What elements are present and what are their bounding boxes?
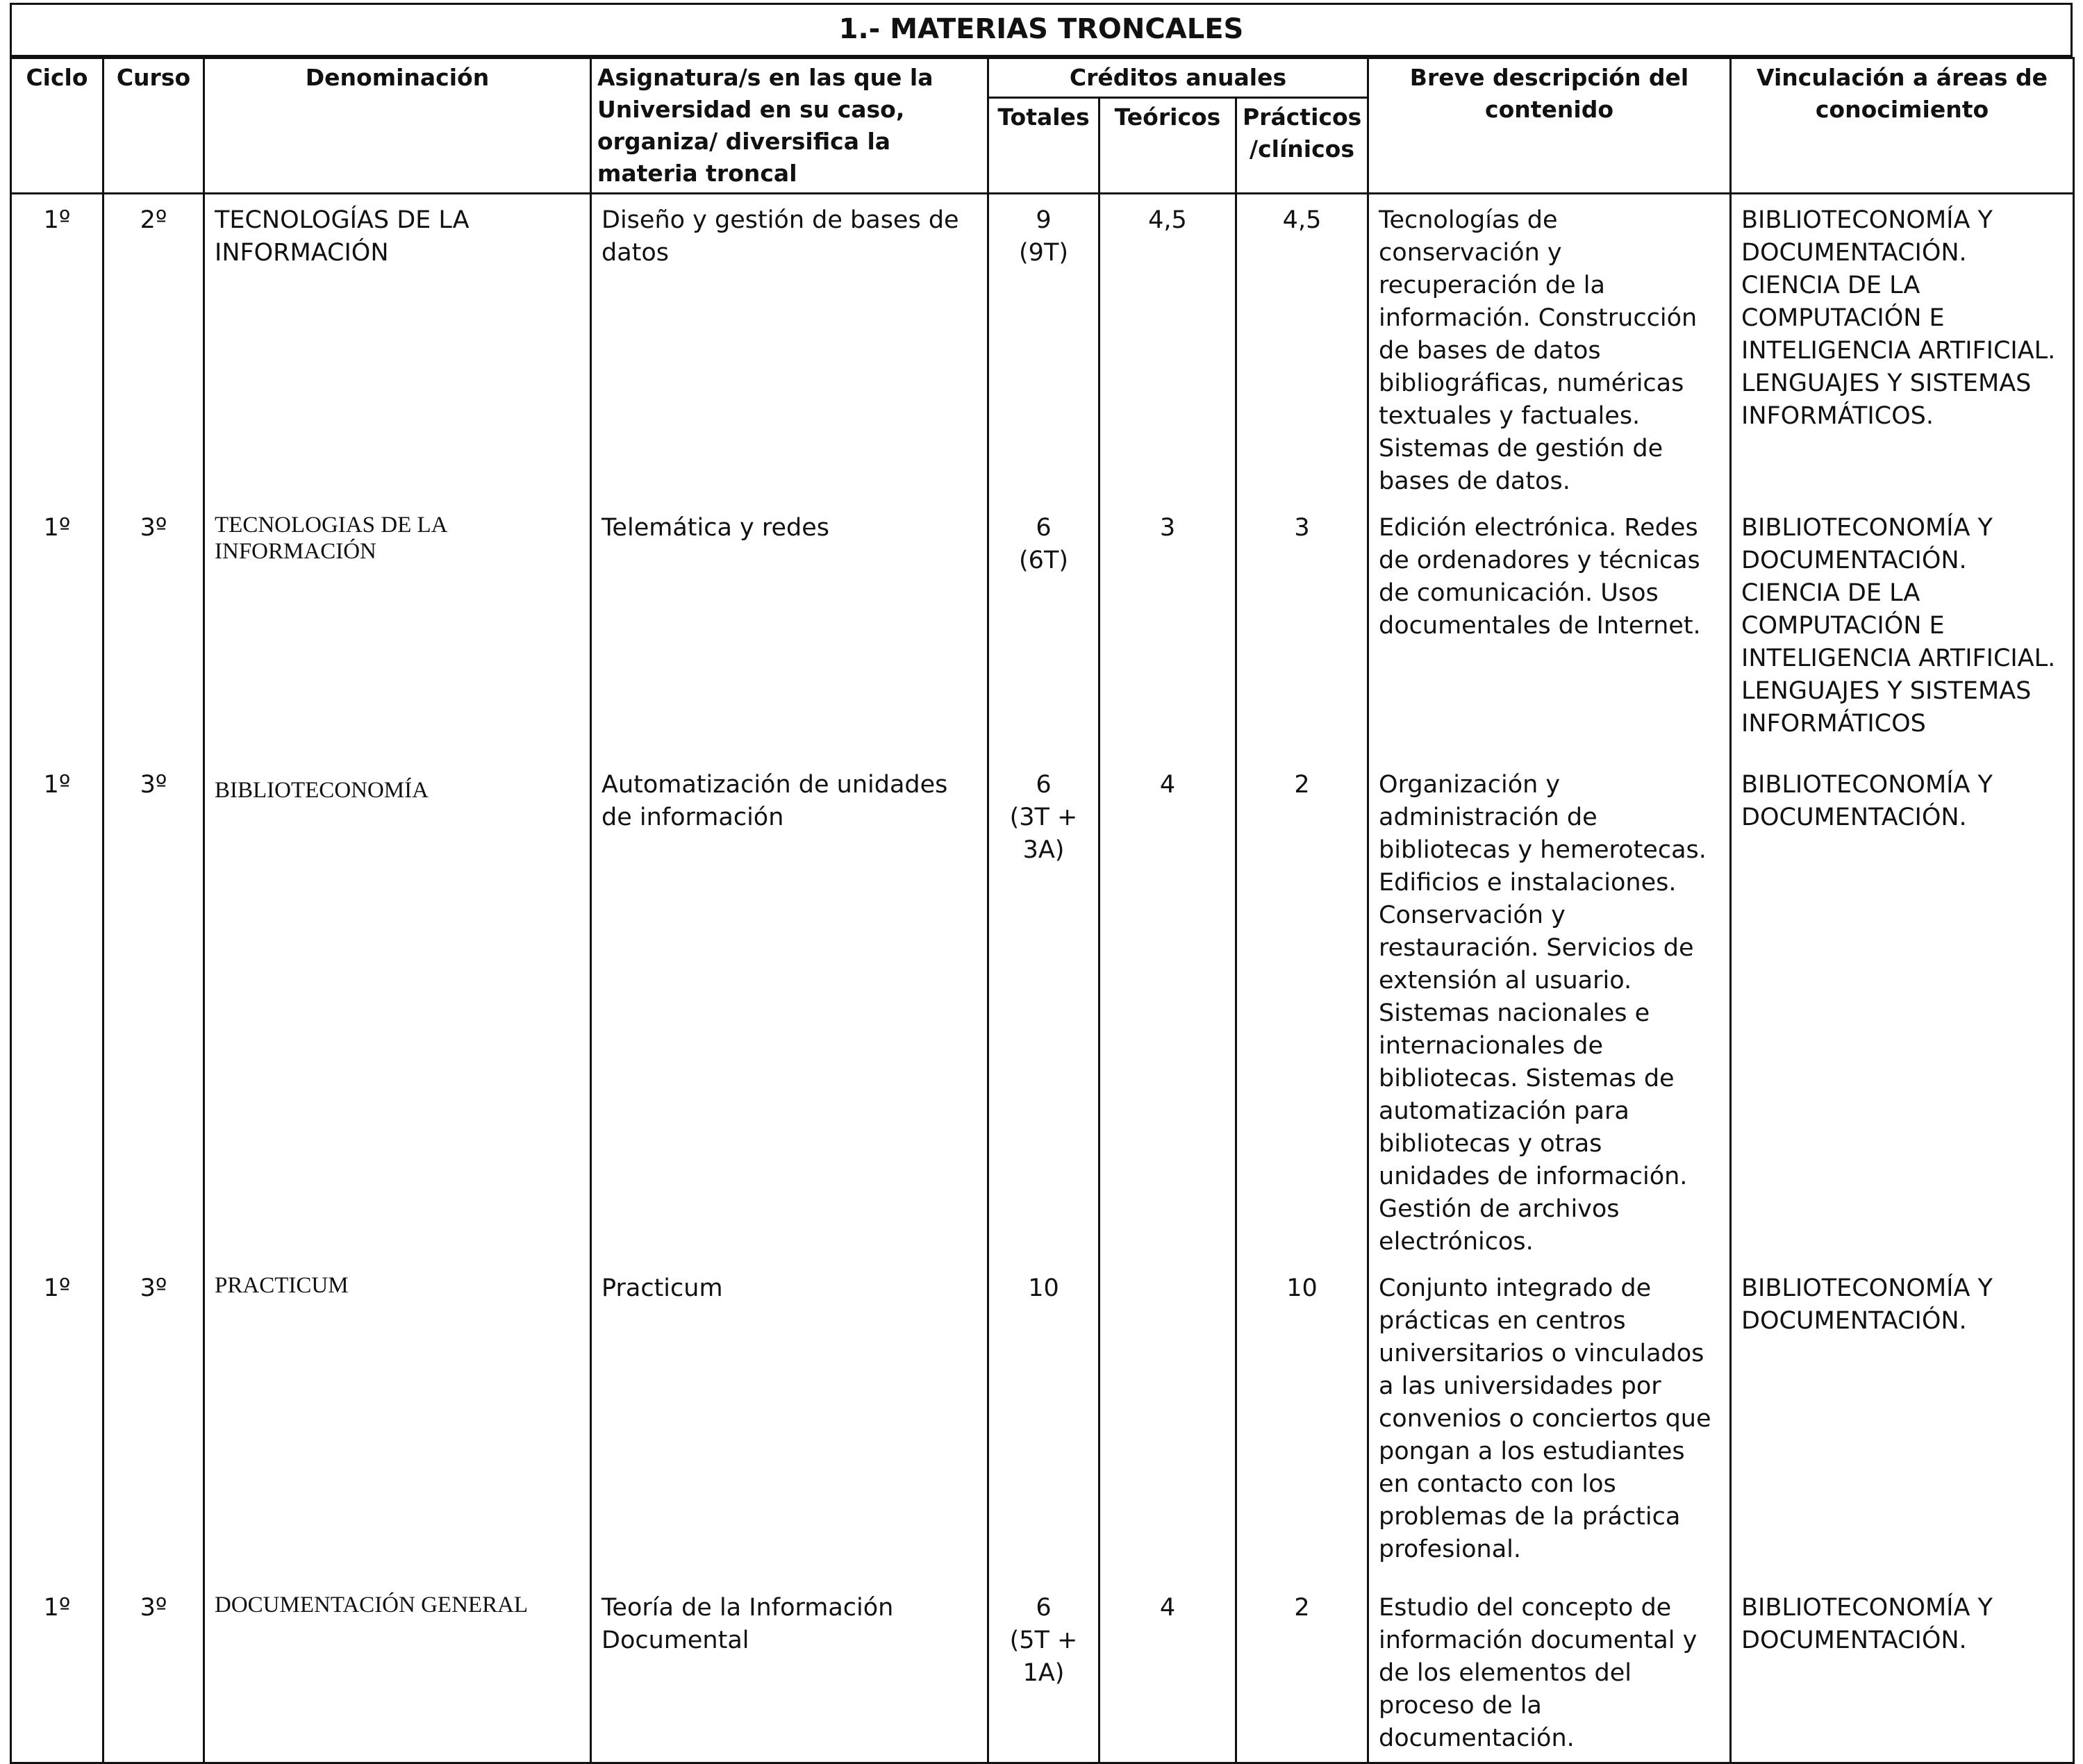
denominacion-text: BIBLIOTECONOMÍA (215, 778, 429, 803)
document-page (10, 3, 2073, 1752)
cell-denominacion: DOCUMENTACIÓN GENERAL (204, 1585, 591, 1763)
table-row (11, 1265, 2074, 1585)
cell-denominacion: TECNOLOGIAS DE LA INFORMACIÓN (204, 505, 591, 762)
cell-totales (988, 1585, 1099, 1763)
cell-practicos: 4,5 (1236, 194, 1368, 506)
cell-teoricos (1099, 1265, 1236, 1585)
cell-curso: 2º (103, 194, 204, 506)
cell-practicos: 3 (1236, 505, 1368, 762)
cell-vinculacion: BIBLIOTECONOMÍA Y DOCUMENTACIÓN. CIENCIA DE LA COMPUTACIÓN E INTELIGENCIA ARTIFICIAL. LENGUAJES Y SISTEMAS INFORMÁTICOS (1731, 505, 2074, 762)
cell-vinculacion: BIBLIOTECONOMÍA Y DOCUMENTACIÓN. (1731, 762, 2074, 1265)
table-row (11, 762, 2074, 1265)
cell-ciclo: 1º (11, 505, 103, 762)
totales-detail: (9T) (1019, 239, 1068, 267)
cell-descripcion: Organización y administración de bibliotecas y hemerotecas. Edificios e instalaciones. Conservación y restauración. Servicios de extensión al usuario. Sistemas nacionales e internacionales de bibliotecas. Sistemas de automatización para bibliotecas y otras unidades de información. Gestión de archivos electrónicos. (1368, 762, 1731, 1265)
header-ciclo: Ciclo (11, 58, 103, 194)
header-vinculacion: Vinculación a áreas de conocimiento (1731, 58, 2074, 194)
cell-curso: 3º (103, 1265, 204, 1585)
cell-denominacion (204, 762, 591, 1265)
header-practicos: Prácticos /clínicos (1236, 98, 1368, 194)
cell-teoricos: 4 (1099, 762, 1236, 1265)
cell-ciclo: 1º (11, 194, 103, 506)
cell-curso: 3º (103, 505, 204, 762)
cell-teoricos: 4,5 (1099, 194, 1236, 506)
cell-asignatura: Teoría de la Información Documental (591, 1585, 988, 1763)
header-creditos: Créditos anuales (988, 58, 1368, 98)
header-teoricos: Teóricos (1099, 98, 1236, 194)
cell-denominacion: PRACTICUM (204, 1265, 591, 1585)
cell-asignatura: Diseño y gestión de bases de datos (591, 194, 988, 506)
totales-detail: (3T + 3A) (1009, 804, 1078, 864)
cell-practicos: 2 (1236, 1585, 1368, 1763)
header-asignaturas: Asignatura/s en las que la Universidad en su caso, organiza/ diversifica la materia troncal (591, 58, 988, 194)
totales-value: 10 (1028, 1274, 1059, 1302)
cell-vinculacion: BIBLIOTECONOMÍA Y DOCUMENTACIÓN. CIENCIA DE LA COMPUTACIÓN E INTELIGENCIA ARTIFICIAL. LENGUAJES Y SISTEMAS INFORMÁTICOS. (1731, 194, 2074, 506)
table-row (11, 1585, 2074, 1763)
header-curso: Curso (103, 58, 204, 194)
cell-practicos: 2 (1236, 762, 1368, 1265)
materias-table (10, 57, 2075, 1764)
cell-totales (988, 762, 1099, 1265)
cell-descripcion: Edición electrónica. Redes de ordenadores y técnicas de comunicación. Usos documentales de Internet. (1368, 505, 1731, 762)
cell-teoricos: 3 (1099, 505, 1236, 762)
table-row (11, 505, 2074, 762)
totales-value: 6 (1036, 514, 1052, 542)
cell-ciclo: 1º (11, 762, 103, 1265)
cell-ciclo: 1º (11, 1265, 103, 1585)
totales-detail: (6T) (1019, 547, 1068, 574)
cell-asignatura: Automatización de unidades de información (591, 762, 988, 1265)
cell-descripcion: Estudio del concepto de información documental y de los elementos del proceso de la documentación. (1368, 1585, 1731, 1763)
totales-value: 9 (1036, 206, 1052, 234)
page-title: 1.- MATERIAS TRONCALES (10, 3, 2073, 57)
totales-value: 6 (1036, 771, 1052, 799)
cell-curso: 3º (103, 1585, 204, 1763)
cell-totales (988, 505, 1099, 762)
table-row (11, 194, 2074, 506)
cell-totales (988, 194, 1099, 506)
header-totales: Totales (988, 98, 1099, 194)
cell-teoricos: 4 (1099, 1585, 1236, 1763)
header-denominacion: Denominación (204, 58, 591, 194)
cell-descripcion: Conjunto integrado de prácticas en centros universitarios o vinculados a las universidades por convenios o conciertos que pongan a los estudiantes en contacto con los problemas de la práctica profesional. (1368, 1265, 1731, 1585)
cell-ciclo: 1º (11, 1585, 103, 1763)
header-descripcion: Breve descripción del contenido (1368, 58, 1731, 194)
totales-detail: (5T + 1A) (1009, 1626, 1078, 1687)
cell-curso: 3º (103, 762, 204, 1265)
cell-asignatura: Practicum (591, 1265, 988, 1585)
cell-descripcion: Tecnologías de conservación y recuperación de la información. Construcción de bases de datos bibliográficas, numéricas textuales y factuales. Sistemas de gestión de bases de datos. (1368, 194, 1731, 506)
cell-practicos: 10 (1236, 1265, 1368, 1585)
cell-vinculacion: BIBLIOTECONOMÍA Y DOCUMENTACIÓN. (1731, 1265, 2074, 1585)
cell-totales (988, 1265, 1099, 1585)
totales-value: 6 (1036, 1594, 1052, 1622)
cell-denominacion: TECNOLOGÍAS DE LA INFORMACIÓN (204, 194, 591, 506)
cell-asignatura: Telemática y redes (591, 505, 988, 762)
cell-vinculacion: BIBLIOTECONOMÍA Y DOCUMENTACIÓN. (1731, 1585, 2074, 1763)
